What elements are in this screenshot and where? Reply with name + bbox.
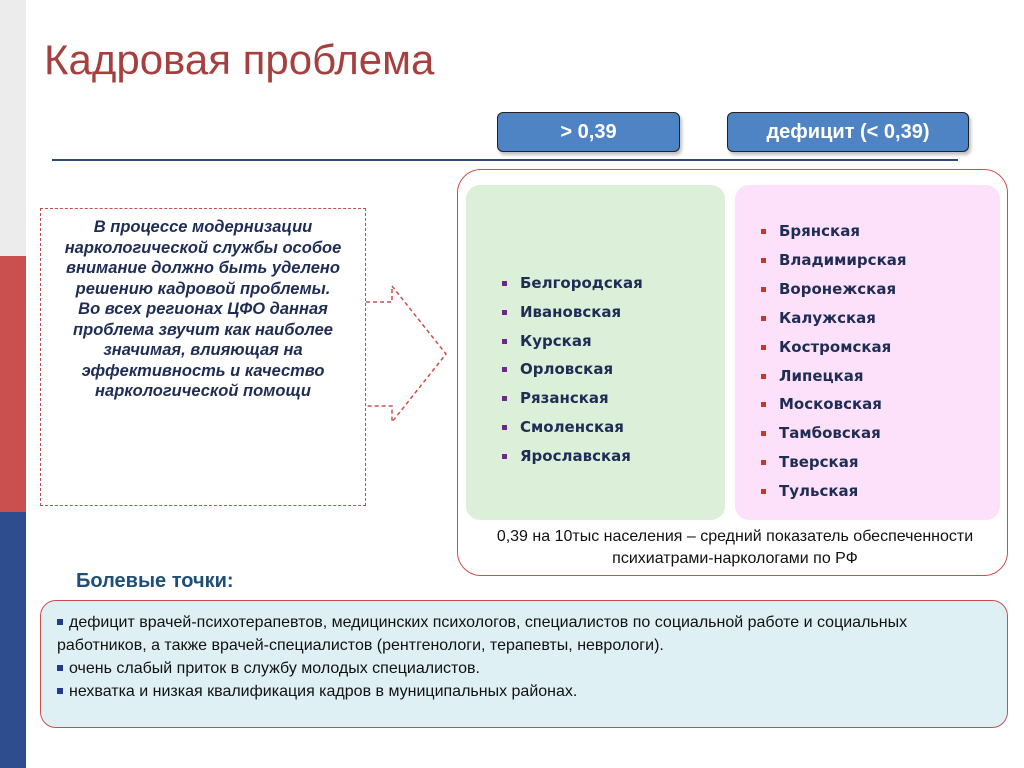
region-item: Орловская: [498, 355, 643, 384]
regions-deficit-panel: [735, 185, 1000, 520]
tag-deficit-label: дефицит (< 0,39): [766, 120, 930, 143]
pain-point-item: очень слабый приток в службу молодых специалистов.: [57, 657, 993, 680]
pain-point-item: дефицит врачей-психотерапевтов, медицинских психологов, специалистов по социальной работе и социальных работников, а также врачей-специалистов (рентгенологи, терапевты, неврологи).: [57, 611, 993, 657]
region-item: Смоленская: [498, 413, 643, 442]
region-item: Тверская: [757, 448, 907, 477]
note-paragraph-1: В процессе модернизации наркологической службы особое внимание должно быть уделено решению кадровой проблемы.: [64, 218, 342, 298]
regions-above-average-list: [498, 269, 643, 471]
regions-deficit-list: [757, 217, 907, 506]
slide-title: Кадровая проблема: [44, 36, 435, 83]
modernization-note: [40, 208, 366, 506]
side-stripe-gray: [0, 0, 26, 256]
regions-above-average-panel: [466, 185, 725, 520]
region-item: Брянская: [757, 217, 907, 246]
tag-above-average: [497, 112, 680, 152]
average-indicator-note: 0,39 на 10тыс населения – средний показатель обеспеченности психиатрами-наркологами по РФ: [496, 528, 974, 567]
region-item: Калужская: [757, 304, 907, 333]
region-item: Московская: [757, 390, 907, 419]
region-item: Костромская: [757, 333, 907, 362]
side-stripe-blue: [0, 512, 26, 768]
note-paragraph-2: Во всех регионах ЦФО данная проблема звучит как наиболее значимая, влияющая на эффективность и качество наркологической помощи: [73, 300, 333, 400]
region-item: Липецкая: [757, 362, 907, 391]
pain-points-box: [40, 600, 1008, 728]
region-item: Рязанская: [498, 384, 643, 413]
pain-points-list: [57, 611, 993, 703]
pain-point-item: нехватка и низкая квалификация кадров в муниципальных районах.: [57, 680, 993, 703]
pain-points-heading: Болевые точки:: [76, 570, 234, 592]
side-stripe-red: [0, 256, 26, 512]
region-item: Тульская: [757, 477, 907, 506]
region-item: Ивановская: [498, 298, 643, 327]
right-arrow-icon: [360, 284, 452, 424]
region-item: Тамбовская: [757, 419, 907, 448]
tag-deficit: [727, 112, 969, 152]
region-item: Владимирская: [757, 246, 907, 275]
region-item: Белгородская: [498, 269, 643, 298]
region-item: Воронежская: [757, 275, 907, 304]
region-item: Курская: [498, 327, 643, 356]
divider-line: [52, 159, 958, 161]
tag-above-average-label: > 0,39: [560, 120, 617, 143]
region-item: Ярославская: [498, 442, 643, 471]
